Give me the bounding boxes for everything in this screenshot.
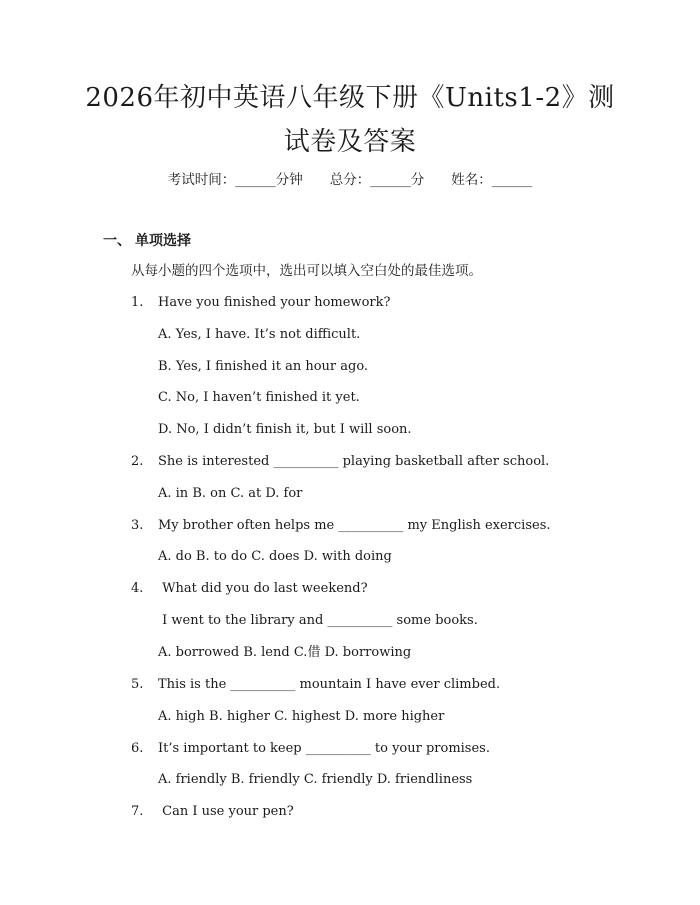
title-line-1: 2026年初中英语八年级下册《Units1-2》测	[85, 83, 615, 113]
question-text: What did you do last weekend?	[158, 581, 368, 596]
question-number: 5.	[131, 677, 144, 692]
option-line: A. friendly B. friendly C. friendly D. friendliness	[158, 772, 473, 787]
question-text: She is interested __________ playing basketball after school.	[158, 454, 550, 469]
question-text: It’s important to keep __________ to your promises.	[158, 741, 490, 756]
section-heading	[103, 230, 191, 250]
question-number: 6.	[131, 741, 144, 756]
section-instruction: 从每小题的四个选项中，选出可以填入空白处的最佳选项。	[131, 263, 482, 279]
question-number: 1.	[131, 295, 144, 310]
question-text: This is the __________ mountain I have ever climbed.	[158, 677, 501, 692]
question-text: My brother often helps me __________ my English exercises.	[158, 518, 551, 533]
option-line: A. borrowed B. lend C.借 D. borrowing	[158, 645, 412, 660]
question-text: Can I use your pen?	[158, 804, 294, 819]
section-number: 一、	[103, 233, 131, 249]
exam-meta: 考试时间：______分钟 总分：______分 姓名：______	[167, 172, 533, 188]
question-number: 7.	[131, 804, 144, 819]
option-line: A. in B. on C. at D. for	[158, 486, 303, 501]
question-number: 4.	[131, 581, 144, 596]
option-line: A. high B. higher C. highest D. more higher	[158, 709, 445, 724]
question-number: 3.	[131, 518, 144, 533]
title-line-2: 试卷及答案	[283, 127, 417, 157]
question	[131, 580, 368, 598]
section-title: 单项选择	[135, 233, 191, 249]
option-line: I went to the library and __________ some books.	[158, 613, 478, 628]
question	[131, 676, 500, 694]
option-line: A. Yes, I have. It’s not difficult.	[158, 327, 361, 342]
option-line: C. No, I haven’t finished it yet.	[158, 390, 360, 405]
question	[131, 294, 390, 312]
question	[131, 453, 549, 471]
question	[131, 803, 294, 821]
option-line: A. do B. to do C. does D. with doing	[158, 549, 392, 564]
question	[131, 740, 490, 758]
option-line: D. No, I didn’t finish it, but I will soon.	[158, 422, 412, 437]
question-text: Have you finished your homework?	[158, 295, 391, 310]
page-title	[60, 76, 640, 164]
question-number: 2.	[131, 454, 144, 469]
question	[131, 517, 551, 535]
option-line: B. Yes, I finished it an hour ago.	[158, 359, 369, 374]
